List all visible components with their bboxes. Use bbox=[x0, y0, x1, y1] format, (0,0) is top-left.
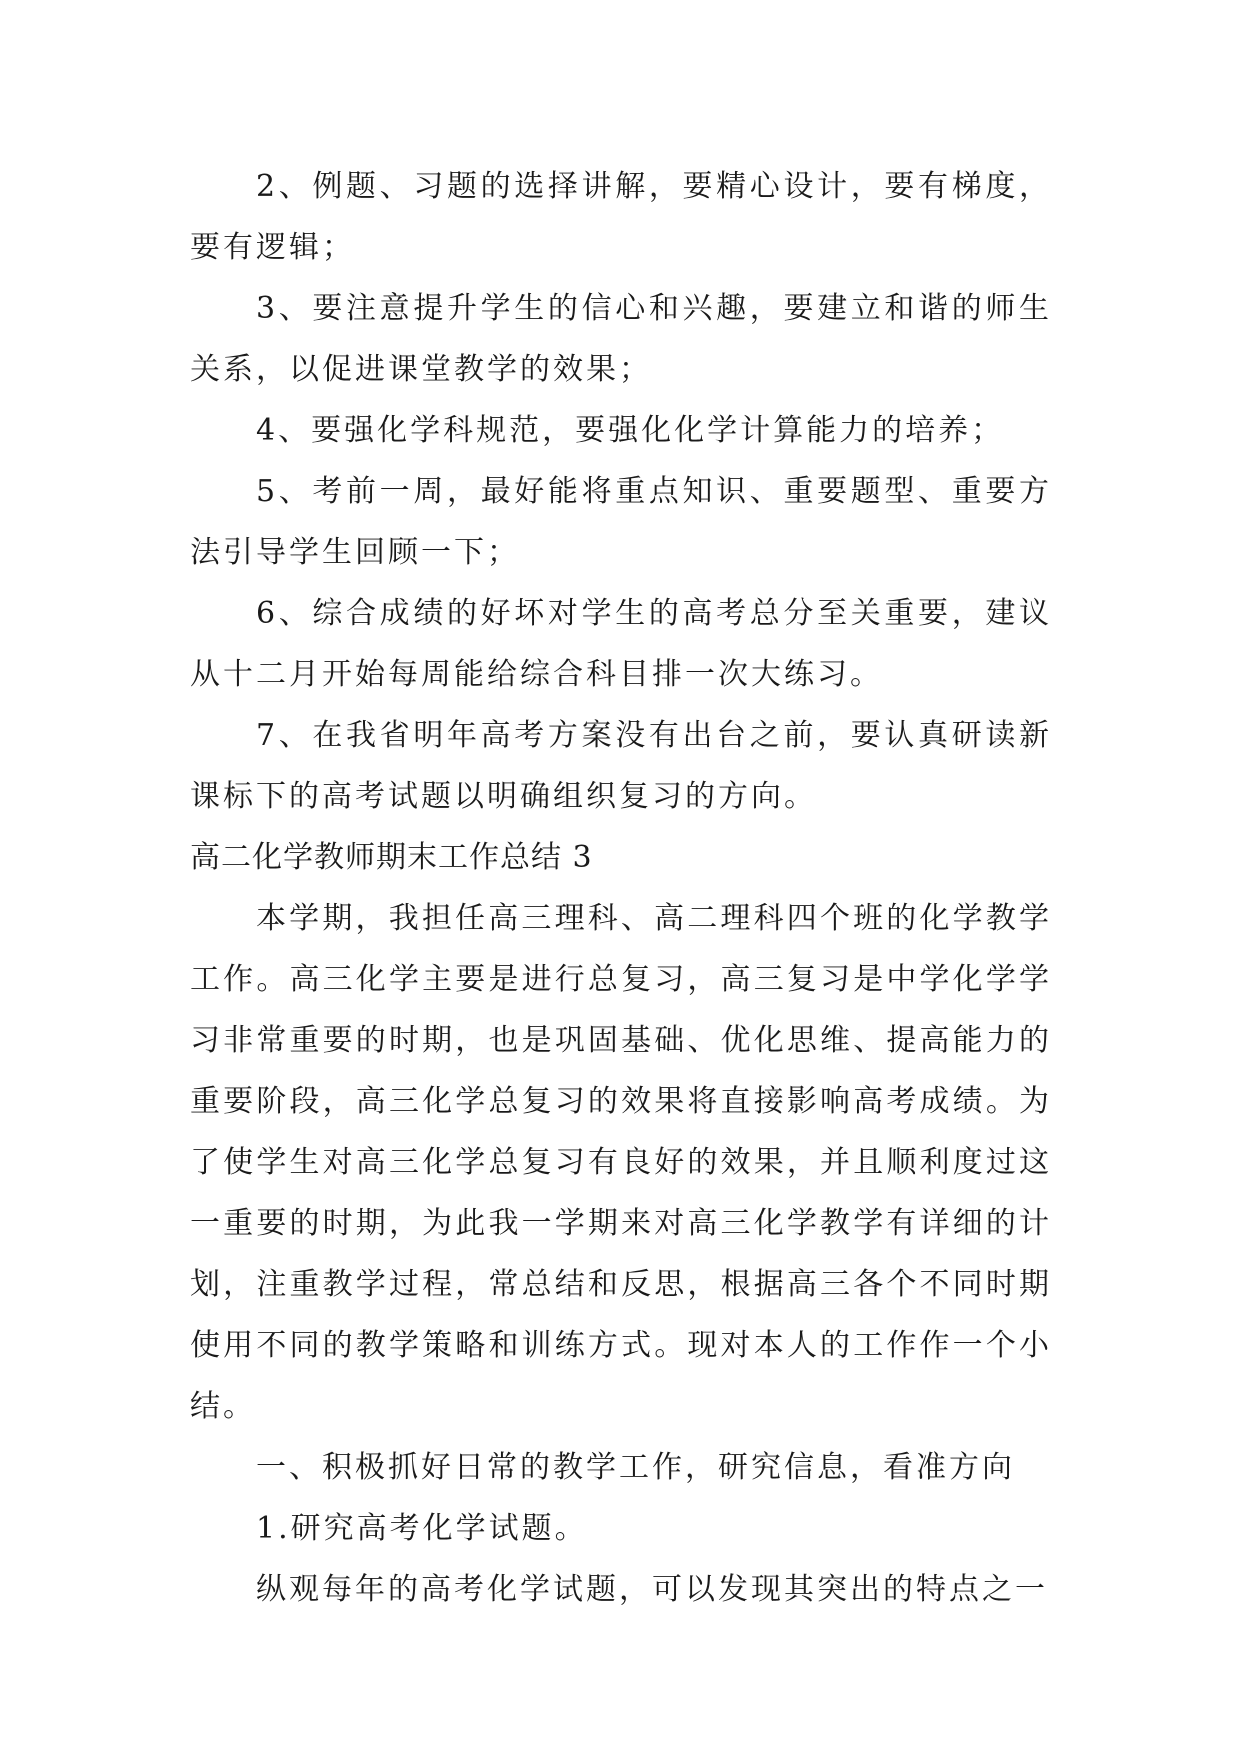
intro-paragraph: 本学期，我担任高三理科、高二理科四个班的化学教学工作。高三化学主要是进行总复习，高三复习是中学化学学习非常重要的时期，也是巩固基础、优化思维、提高能力的重要阶段，高三化学总复习的效果将直接影响高考成绩。为了使学生对高三化学总复习有良好的效果，并且顺利度过这一重要的时期，为此我一学期来对高三化学教学有详细的计划，注重教学过程，常总结和反思，根据高三各个不同时期使用不同的教学策略和训练方式。现对本人的工作作一个小结。 bbox=[190, 901, 1052, 1424]
paragraph-item-3: 3、要注意提升学生的信心和兴趣，要建立和谐的师生关系，以促进课堂教学的效果； bbox=[190, 291, 1052, 387]
paragraph-item-2: 2、例题、习题的选择讲解，要精心设计，要有梯度，要有逻辑； bbox=[190, 169, 1052, 265]
section-title: 高二化学教师期末工作总结 3 bbox=[190, 840, 593, 875]
paragraph-item-5: 5、考前一周，最好能将重点知识、重要题型、重要方法引导学生回顾一下； bbox=[190, 474, 1052, 570]
paragraph-item-6: 6、综合成绩的好坏对学生的高考总分至关重要，建议从十二月开始每周能给综合科目排一次大练习。 bbox=[190, 596, 1052, 692]
subheading-1-1: 1.研究高考化学试题。 bbox=[256, 1511, 588, 1546]
last-paragraph: 纵观每年的高考化学试题，可以发现其突出的特点之一 bbox=[256, 1572, 1048, 1607]
paragraph-item-4: 4、要强化学科规范，要强化化学计算能力的培养； bbox=[256, 413, 1005, 448]
subheading-1: 一、积极抓好日常的教学工作，研究信息，看准方向 bbox=[256, 1450, 1015, 1485]
paragraph-item-7: 7、在我省明年高考方案没有出台之前，要认真研读新课标下的高考试题以明确组织复习的方向。 bbox=[190, 718, 1052, 814]
document-body bbox=[190, 156, 1052, 1620]
